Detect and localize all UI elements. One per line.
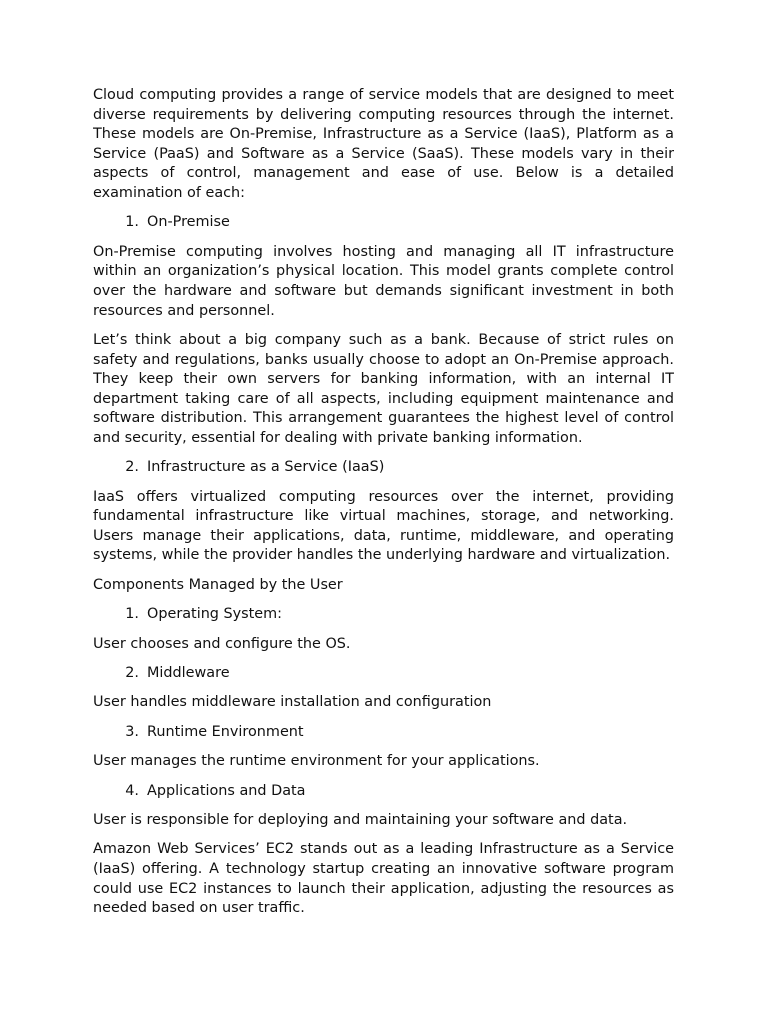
list-item-text: On-Premise xyxy=(147,214,230,231)
list-item-text: Runtime Environment xyxy=(147,723,304,740)
list-item-text: Infrastructure as a Service (IaaS) xyxy=(147,459,385,476)
list-number: 1. xyxy=(125,214,139,231)
applications-description: User is responsible for deploying and maintaining your software and data. xyxy=(93,811,628,828)
os-description: User chooses and configure the OS. xyxy=(93,635,351,652)
list-item xyxy=(93,458,674,478)
runtime-description: User manages the runtime environment for your applications. xyxy=(93,753,540,770)
list-number: 2. xyxy=(125,665,139,682)
list-item xyxy=(93,782,674,802)
bank-example-paragraph: Let’s think about a big company such as a bank. Because of strict rules on safety and regulations, banks usually choose to adopt an On-Premise approach. They keep their own servers for banking information, with an internal IT department taking care of all aspects, including equipment maintenance and software distribution. This arrangement guarantees the highest level of control and security, essential for dealing with private banking information. xyxy=(93,331,674,446)
on-premise-paragraph: On-Premise computing involves hosting and managing all IT infrastructure within an organization’s physical location. This model grants complete control over the hardware and software but demands significant investment in both resources and personnel. xyxy=(93,243,674,319)
list-item xyxy=(93,605,674,625)
list-number: 4. xyxy=(125,782,139,799)
list-item xyxy=(93,213,674,233)
list-number: 2. xyxy=(125,459,139,476)
list-number: 1. xyxy=(125,606,139,623)
list-item-text: Operating System: xyxy=(147,606,283,623)
iaas-paragraph: IaaS offers virtualized computing resources over the internet, providing fundamental infrastructure like virtual machines, storage, and networking. Users manage their applications, data, runtime, middleware, and operating systems, while the provider handles the underlying hardware and virtualization. xyxy=(93,488,674,564)
list-item xyxy=(93,723,674,743)
intro-paragraph: Cloud computing provides a range of service models that are designed to meet diverse requirements by delivering computing resources through the internet. These models are On-Premise, Infrastructure as a Service (IaaS), Platform as a Service (PaaS) and Software as a Service (SaaS). These models vary in their aspects of control, management and ease of use. Below is a detailed examination of each: xyxy=(93,87,674,201)
components-heading: Components Managed by the User xyxy=(93,576,343,593)
list-item-text: Middleware xyxy=(147,665,230,682)
document-page xyxy=(93,86,674,1024)
ec2-paragraph: Amazon Web Services’ EC2 stands out as a leading Infrastructure as a Service (IaaS) offering. A technology startup creating an innovative software program could use EC2 instances to launch their application, adjusting the resources as needed based on user traffic. xyxy=(93,841,674,917)
list-item xyxy=(93,664,674,684)
middleware-description: User handles middleware installation and configuration xyxy=(93,694,492,711)
list-item-text: Applications and Data xyxy=(147,782,306,799)
list-number: 3. xyxy=(125,723,139,740)
